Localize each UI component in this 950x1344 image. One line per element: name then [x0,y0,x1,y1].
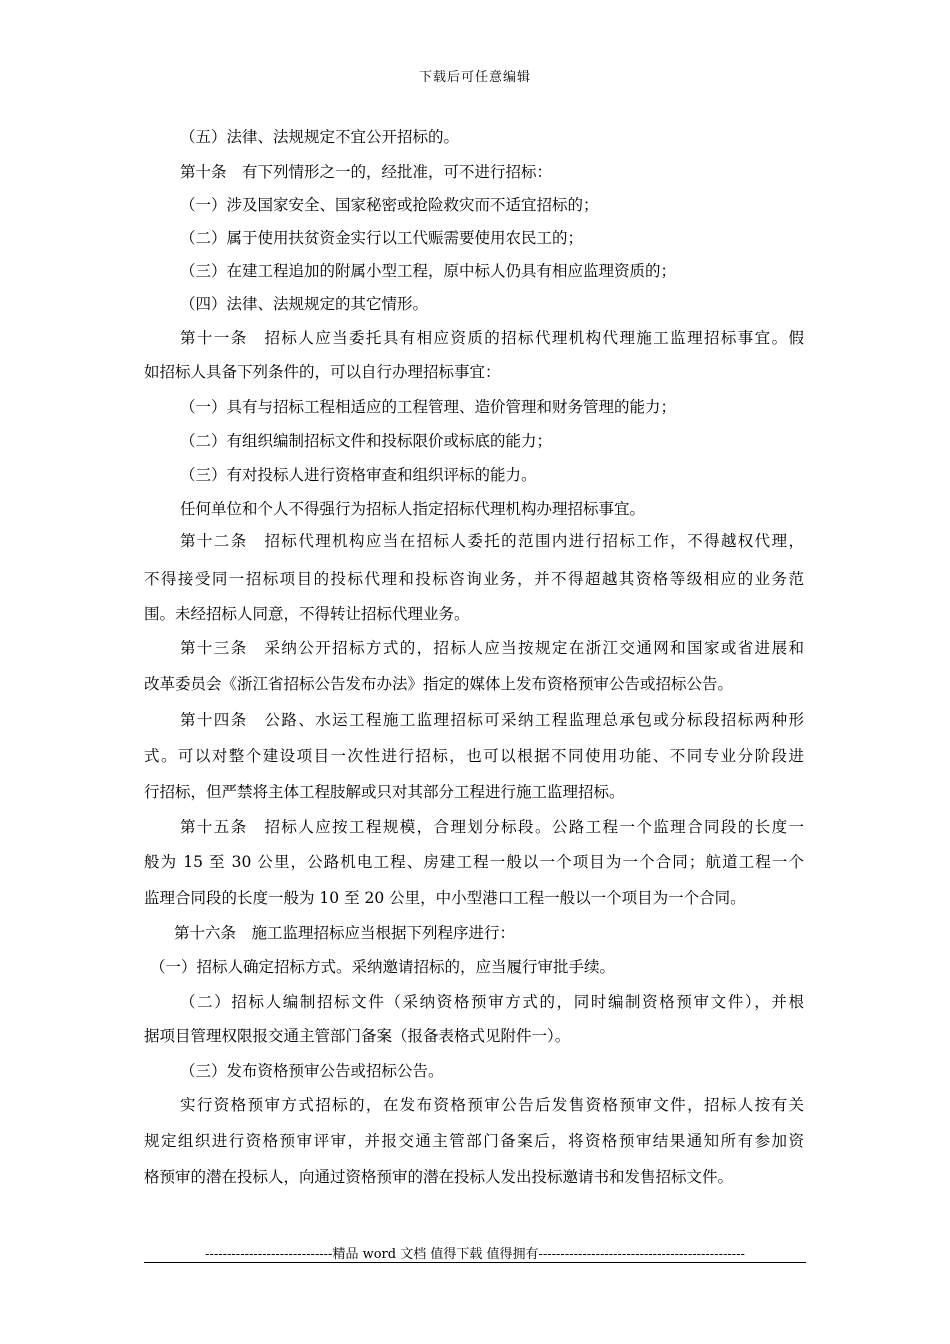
paragraph-line: （二）属于使用扶贫资金实行以工代赈需要使用农民工的； [180,229,584,247]
paragraph-line: 任何单位和个人不得强行为招标人指定招标代理机构办理招标事宜。 [180,500,646,518]
paragraph-line: 如招标人具备下列条件的，可以自行办理招标事宜： [144,363,501,381]
paragraph-line: （四）法律、法规规定的其它情形。 [180,295,429,313]
paragraph-line: （二）有组织编制招标文件和投标限价或标底的能力； [180,432,553,450]
paragraph-line: 第十二条 招标代理机构应当在招标人委托的范围内进行招标工作，不得越权代理， [180,532,804,550]
paragraph-line: 据项目管理权限报交通主管部门备案（报备表格式见附件一）。 [144,1027,571,1045]
paragraph-line: 实行资格预审方式招标的，在发布资格预审公告后发售资格预审文件，招标人按有关 [180,1096,804,1114]
paragraph-line: 规定组织进行资格预审评审，并报交通主管部门备案后，将资格预审结果通知所有参加资 [144,1132,804,1150]
footer-divider [144,1262,806,1263]
paragraph-line: （一）涉及国家安全、国家秘密或抢险救灾而不适宜招标的； [180,196,599,214]
page-header: 下载后可任意编辑 [418,70,531,85]
paragraph-line: （一）具有与招标工程相适应的工程管理、造价管理和财务管理的能力； [180,398,677,416]
paragraph-line: （二）招标人编制招标文件（采纳资格预审方式的，同时编制资格预审文件），并根 [180,993,804,1011]
paragraph-line: 不得接受同一招标项目的投标代理和投标咨询业务，并不得超越其资格等级相应的业务范 [144,570,804,588]
paragraph-line: 第十三条 采纳公开招标方式的，招标人应当按规定在浙江交通网和国家或省进展和 [180,639,804,657]
paragraph-line: 围。未经招标人同意，不得转让招标代理业务。 [144,605,470,623]
paragraph-line: 第十条 有下列情形之一的，经批准，可不进行招标： [180,163,553,181]
page-footer: -----------------------------精品 word 文档 值得下载 值得拥有----------------------------------------------- [205,1247,745,1262]
paragraph-line: 第十一条 招标人应当委托具有相应资质的招标代理机构代理施工监理招标事宜。假 [180,329,804,347]
paragraph-line: （五）法律、法规规定不宜公开招标的。 [180,128,460,146]
paragraph-line: （三）有对投标人进行资格审查和组织评标的能力。 [180,466,537,484]
paragraph-line: 第十四条 公路、水运工程施工监理招标可采纳工程监理总承包或分标段招标两种形 [180,711,804,729]
paragraph-line: （三）发布资格预审公告或招标公告。 [180,1062,444,1080]
paragraph-line: 般为 15 至 30 公里，公路机电工程、房建工程一般以一个项目为一个合同；航道工程一个 [144,853,804,871]
paragraph-line: 第十五条 招标人应按工程规模，合理划分标段。公路工程一个监理合同段的长度一 [180,818,804,836]
paragraph-line: 改革委员会《浙江省招标公告发布办法》指定的媒体上发布资格预审公告或招标公告。 [144,675,734,693]
paragraph-line: 格预审的潜在投标人，向通过资格预审的潜在投标人发出投标邀请书和发售招标文件。 [144,1168,734,1186]
paragraph-line: 行招标，但严禁将主体工程肢解或只对其部分工程进行施工监理招标。 [144,783,625,801]
paragraph-line: 监理合同段的长度一般为 10 至 20 公里，中小型港口工程一般以一个项目为一个合同。 [144,889,746,907]
paragraph-line: （一）招标人确定招标方式。采纳邀请招标的，应当履行审批手续。 [150,958,616,976]
paragraph-line: （三）在建工程追加的附属小型工程，原中标人仍具有相应监理资质的； [180,262,677,280]
paragraph-line: 式。可以对整个建设项目一次性进行招标，也可以根据不同使用功能、不同专业分阶段进 [144,747,804,765]
paragraph-line: 第十六条 施工监理招标应当根据下列程序进行： [174,924,516,942]
